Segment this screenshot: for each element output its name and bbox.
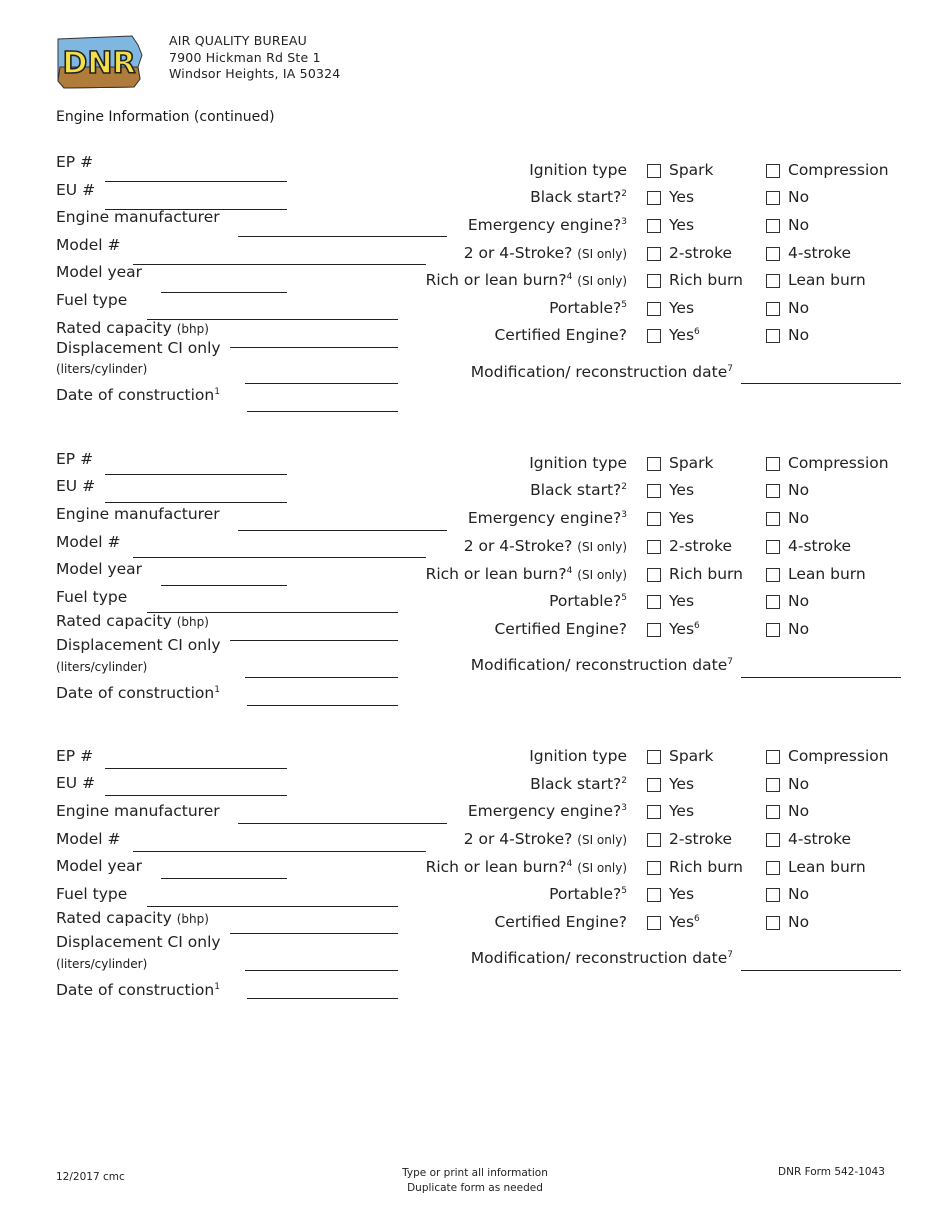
emergency-no-option: No: [788, 216, 810, 234]
model-year-label: Model year: [56, 263, 143, 281]
dnr-logo: [54, 33, 146, 91]
certified-label: Certified Engine?: [494, 326, 627, 344]
model-label: Model #: [56, 533, 121, 551]
ignition-label: Ignition type: [529, 747, 627, 765]
fuel-type-label: Fuel type: [56, 291, 128, 309]
portable-label: Portable?$^5$: [549, 885, 627, 903]
manufacturer-field[interactable]: [238, 512, 447, 531]
black-start-no-option: No: [788, 481, 810, 499]
spark-option: Spark: [669, 454, 714, 472]
eu-label: EU #: [56, 477, 96, 495]
compression-option: Compression: [788, 747, 889, 765]
city-address: Windsor Heights, IA 50324: [169, 66, 341, 81]
black-start-label: Black start?$^2$: [530, 188, 627, 206]
model-field[interactable]: [133, 833, 426, 852]
address-block: [169, 33, 340, 83]
ep-label: EP #: [56, 153, 94, 171]
black-start-no-option: No: [788, 775, 810, 793]
manufacturer-field[interactable]: [238, 805, 447, 824]
compression-checkbox[interactable]: [766, 750, 780, 764]
four-stroke-checkbox[interactable]: [766, 833, 780, 847]
emergency-no-checkbox[interactable]: [766, 512, 780, 526]
rich-burn-checkbox[interactable]: [647, 568, 661, 582]
four-stroke-checkbox[interactable]: [766, 247, 780, 261]
model-field[interactable]: [133, 246, 426, 265]
fuel-type-field[interactable]: [147, 594, 398, 613]
emergency-no-option: No: [788, 802, 810, 820]
rich-burn-checkbox[interactable]: [647, 274, 661, 288]
rich-burn-checkbox[interactable]: [647, 861, 661, 875]
displacement-label: Displacement CI only: [56, 933, 221, 951]
lean-burn-checkbox[interactable]: [766, 861, 780, 875]
four-stroke-option: 4-stroke: [788, 830, 852, 848]
ep-field[interactable]: [105, 750, 287, 769]
compression-checkbox[interactable]: [766, 164, 780, 178]
stroke-label: 2 or 4-Stroke? (SI only): [463, 537, 627, 555]
spark-checkbox[interactable]: [647, 750, 661, 764]
spark-checkbox[interactable]: [647, 457, 661, 471]
displacement-unit: (liters/cylinder): [56, 660, 148, 674]
spark-checkbox[interactable]: [647, 164, 661, 178]
stroke-label: 2 or 4-Stroke? (SI only): [463, 830, 627, 848]
displacement-field[interactable]: [245, 365, 398, 384]
model-year-label: Model year: [56, 560, 143, 578]
certified-yes-checkbox[interactable]: [647, 623, 661, 637]
black-start-yes-checkbox[interactable]: [647, 191, 661, 205]
eu-field[interactable]: [105, 484, 287, 503]
emergency-yes-option: Yes: [669, 802, 695, 820]
footer-form-number: DNR Form 542-1043: [778, 1166, 885, 1178]
fuel-type-label: Fuel type: [56, 588, 128, 606]
emergency-yes-checkbox[interactable]: [647, 805, 661, 819]
black-start-label: Black start?$^2$: [530, 775, 627, 793]
ep-field[interactable]: [105, 163, 287, 182]
displacement-label: Displacement CI only: [56, 636, 221, 654]
black-start-label: Black start?$^2$: [530, 481, 627, 499]
certified-yes-option: Yes$^6$: [669, 326, 700, 344]
black-start-no-option: No: [788, 188, 810, 206]
construction-label: Date of construction$^1$: [56, 684, 220, 702]
portable-yes-checkbox[interactable]: [647, 302, 661, 316]
rated-capacity-label: Rated capacity (bhp): [56, 319, 209, 337]
portable-yes-checkbox[interactable]: [647, 595, 661, 609]
manufacturer-field[interactable]: [238, 218, 447, 237]
model-year-field[interactable]: [161, 567, 287, 586]
black-start-no-checkbox[interactable]: [766, 778, 780, 792]
logo-text: DNR: [62, 46, 136, 81]
displacement-field[interactable]: [245, 659, 398, 678]
certified-label: Certified Engine?: [494, 620, 627, 638]
rich-burn-option: Rich burn: [669, 858, 743, 876]
manufacturer-label: Engine manufacturer: [56, 802, 220, 820]
fuel-type-label: Fuel type: [56, 885, 128, 903]
certified-yes-option: Yes$^6$: [669, 620, 700, 638]
construction-field[interactable]: [247, 980, 398, 999]
compression-option: Compression: [788, 161, 889, 179]
emergency-yes-checkbox[interactable]: [647, 512, 661, 526]
lean-burn-checkbox[interactable]: [766, 568, 780, 582]
eu-label: EU #: [56, 774, 96, 792]
portable-label: Portable?$^5$: [549, 299, 627, 317]
eu-label: EU #: [56, 181, 96, 199]
four-stroke-option: 4-stroke: [788, 537, 852, 555]
modification-field[interactable]: [741, 659, 901, 678]
ignition-label: Ignition type: [529, 161, 627, 179]
lean-burn-option: Lean burn: [788, 858, 866, 876]
model-label: Model #: [56, 830, 121, 848]
rich-burn-option: Rich burn: [669, 271, 743, 289]
emergency-yes-checkbox[interactable]: [647, 219, 661, 233]
street-address: 7900 Hickman Rd Ste 1: [169, 49, 321, 65]
emergency-yes-option: Yes: [669, 509, 695, 527]
ep-label: EP #: [56, 747, 94, 765]
portable-yes-option: Yes: [669, 885, 695, 903]
manufacturer-label: Engine manufacturer: [56, 208, 220, 226]
spark-option: Spark: [669, 161, 714, 179]
portable-yes-option: Yes: [669, 299, 695, 317]
modification-field[interactable]: [741, 952, 901, 971]
displacement-unit: (liters/cylinder): [56, 362, 148, 376]
black-start-yes-option: Yes: [669, 775, 695, 793]
footer-instruction-2: Duplicate form as needed: [407, 1182, 543, 1194]
modification-label: Modification/ reconstruction date$^7$: [470, 656, 733, 674]
eu-field[interactable]: [105, 777, 287, 796]
bureau-name: AIR QUALITY BUREAU: [169, 33, 307, 48]
certified-no-checkbox[interactable]: [766, 623, 780, 637]
fuel-type-field[interactable]: [147, 888, 398, 907]
emergency-yes-option: Yes: [669, 216, 695, 234]
displacement-label: Displacement CI only: [56, 339, 221, 357]
rich-burn-option: Rich burn: [669, 565, 743, 583]
construction-field[interactable]: [247, 687, 398, 706]
certified-label: Certified Engine?: [494, 913, 627, 931]
lean-burn-checkbox[interactable]: [766, 274, 780, 288]
rated-capacity-field[interactable]: [230, 622, 398, 641]
two-stroke-checkbox[interactable]: [647, 247, 661, 261]
two-stroke-checkbox[interactable]: [647, 833, 661, 847]
burn-label: Rich or lean burn?$^4$ (SI only): [425, 565, 627, 583]
four-stroke-option: 4-stroke: [788, 244, 852, 262]
modification-field[interactable]: [741, 365, 901, 384]
portable-no-option: No: [788, 885, 810, 903]
black-start-no-checkbox[interactable]: [766, 484, 780, 498]
two-stroke-option: 2-stroke: [669, 830, 733, 848]
model-label: Model #: [56, 236, 121, 254]
certified-yes-checkbox[interactable]: [647, 329, 661, 343]
construction-label: Date of construction$^1$: [56, 981, 220, 999]
certified-no-checkbox[interactable]: [766, 329, 780, 343]
portable-no-checkbox[interactable]: [766, 595, 780, 609]
ep-label: EP #: [56, 450, 94, 468]
modification-label: Modification/ reconstruction date$^7$: [470, 949, 733, 967]
portable-no-option: No: [788, 299, 810, 317]
model-year-label: Model year: [56, 857, 143, 875]
lean-burn-option: Lean burn: [788, 271, 866, 289]
rated-capacity-field[interactable]: [230, 915, 398, 934]
certified-no-option: No: [788, 913, 810, 931]
displacement-unit: (liters/cylinder): [56, 957, 148, 971]
burn-label: Rich or lean burn?$^4$ (SI only): [425, 271, 627, 289]
emergency-label: Emergency engine?$^3$: [467, 802, 627, 820]
portable-no-checkbox[interactable]: [766, 888, 780, 902]
rated-capacity-field[interactable]: [230, 329, 398, 348]
certified-yes-option: Yes$^6$: [669, 913, 700, 931]
portable-label: Portable?$^5$: [549, 592, 627, 610]
emergency-label: Emergency engine?$^3$: [467, 216, 627, 234]
model-year-field[interactable]: [161, 274, 287, 293]
model-field[interactable]: [133, 539, 426, 558]
ignition-label: Ignition type: [529, 454, 627, 472]
construction-field[interactable]: [247, 393, 398, 412]
section-title: Engine Information (continued): [56, 109, 275, 125]
modification-label: Modification/ reconstruction date$^7$: [470, 363, 733, 381]
rated-capacity-label: Rated capacity (bhp): [56, 612, 209, 630]
black-start-yes-option: Yes: [669, 188, 695, 206]
compression-option: Compression: [788, 454, 889, 472]
certified-no-option: No: [788, 326, 810, 344]
certified-no-checkbox[interactable]: [766, 916, 780, 930]
displacement-field[interactable]: [245, 952, 398, 971]
four-stroke-checkbox[interactable]: [766, 540, 780, 554]
certified-yes-checkbox[interactable]: [647, 916, 661, 930]
lean-burn-option: Lean burn: [788, 565, 866, 583]
ep-field[interactable]: [105, 456, 287, 475]
rated-capacity-label: Rated capacity (bhp): [56, 909, 209, 927]
portable-no-option: No: [788, 592, 810, 610]
compression-checkbox[interactable]: [766, 457, 780, 471]
footer-instruction-1: Type or print all information: [402, 1167, 548, 1179]
emergency-no-checkbox[interactable]: [766, 219, 780, 233]
fuel-type-field[interactable]: [147, 301, 398, 320]
black-start-yes-checkbox[interactable]: [647, 778, 661, 792]
model-year-field[interactable]: [161, 860, 287, 879]
footer-instructions: [375, 1166, 575, 1196]
emergency-label: Emergency engine?$^3$: [467, 509, 627, 527]
stroke-label: 2 or 4-Stroke? (SI only): [463, 244, 627, 262]
certified-no-option: No: [788, 620, 810, 638]
emergency-no-checkbox[interactable]: [766, 805, 780, 819]
burn-label: Rich or lean burn?$^4$ (SI only): [425, 858, 627, 876]
spark-option: Spark: [669, 747, 714, 765]
black-start-no-checkbox[interactable]: [766, 191, 780, 205]
two-stroke-option: 2-stroke: [669, 244, 733, 262]
portable-yes-option: Yes: [669, 592, 695, 610]
two-stroke-checkbox[interactable]: [647, 540, 661, 554]
construction-label: Date of construction$^1$: [56, 386, 220, 404]
black-start-yes-option: Yes: [669, 481, 695, 499]
manufacturer-label: Engine manufacturer: [56, 505, 220, 523]
emergency-no-option: No: [788, 509, 810, 527]
black-start-yes-checkbox[interactable]: [647, 484, 661, 498]
portable-yes-checkbox[interactable]: [647, 888, 661, 902]
two-stroke-option: 2-stroke: [669, 537, 733, 555]
portable-no-checkbox[interactable]: [766, 302, 780, 316]
footer-date-code: 12/2017 cmc: [56, 1171, 125, 1183]
